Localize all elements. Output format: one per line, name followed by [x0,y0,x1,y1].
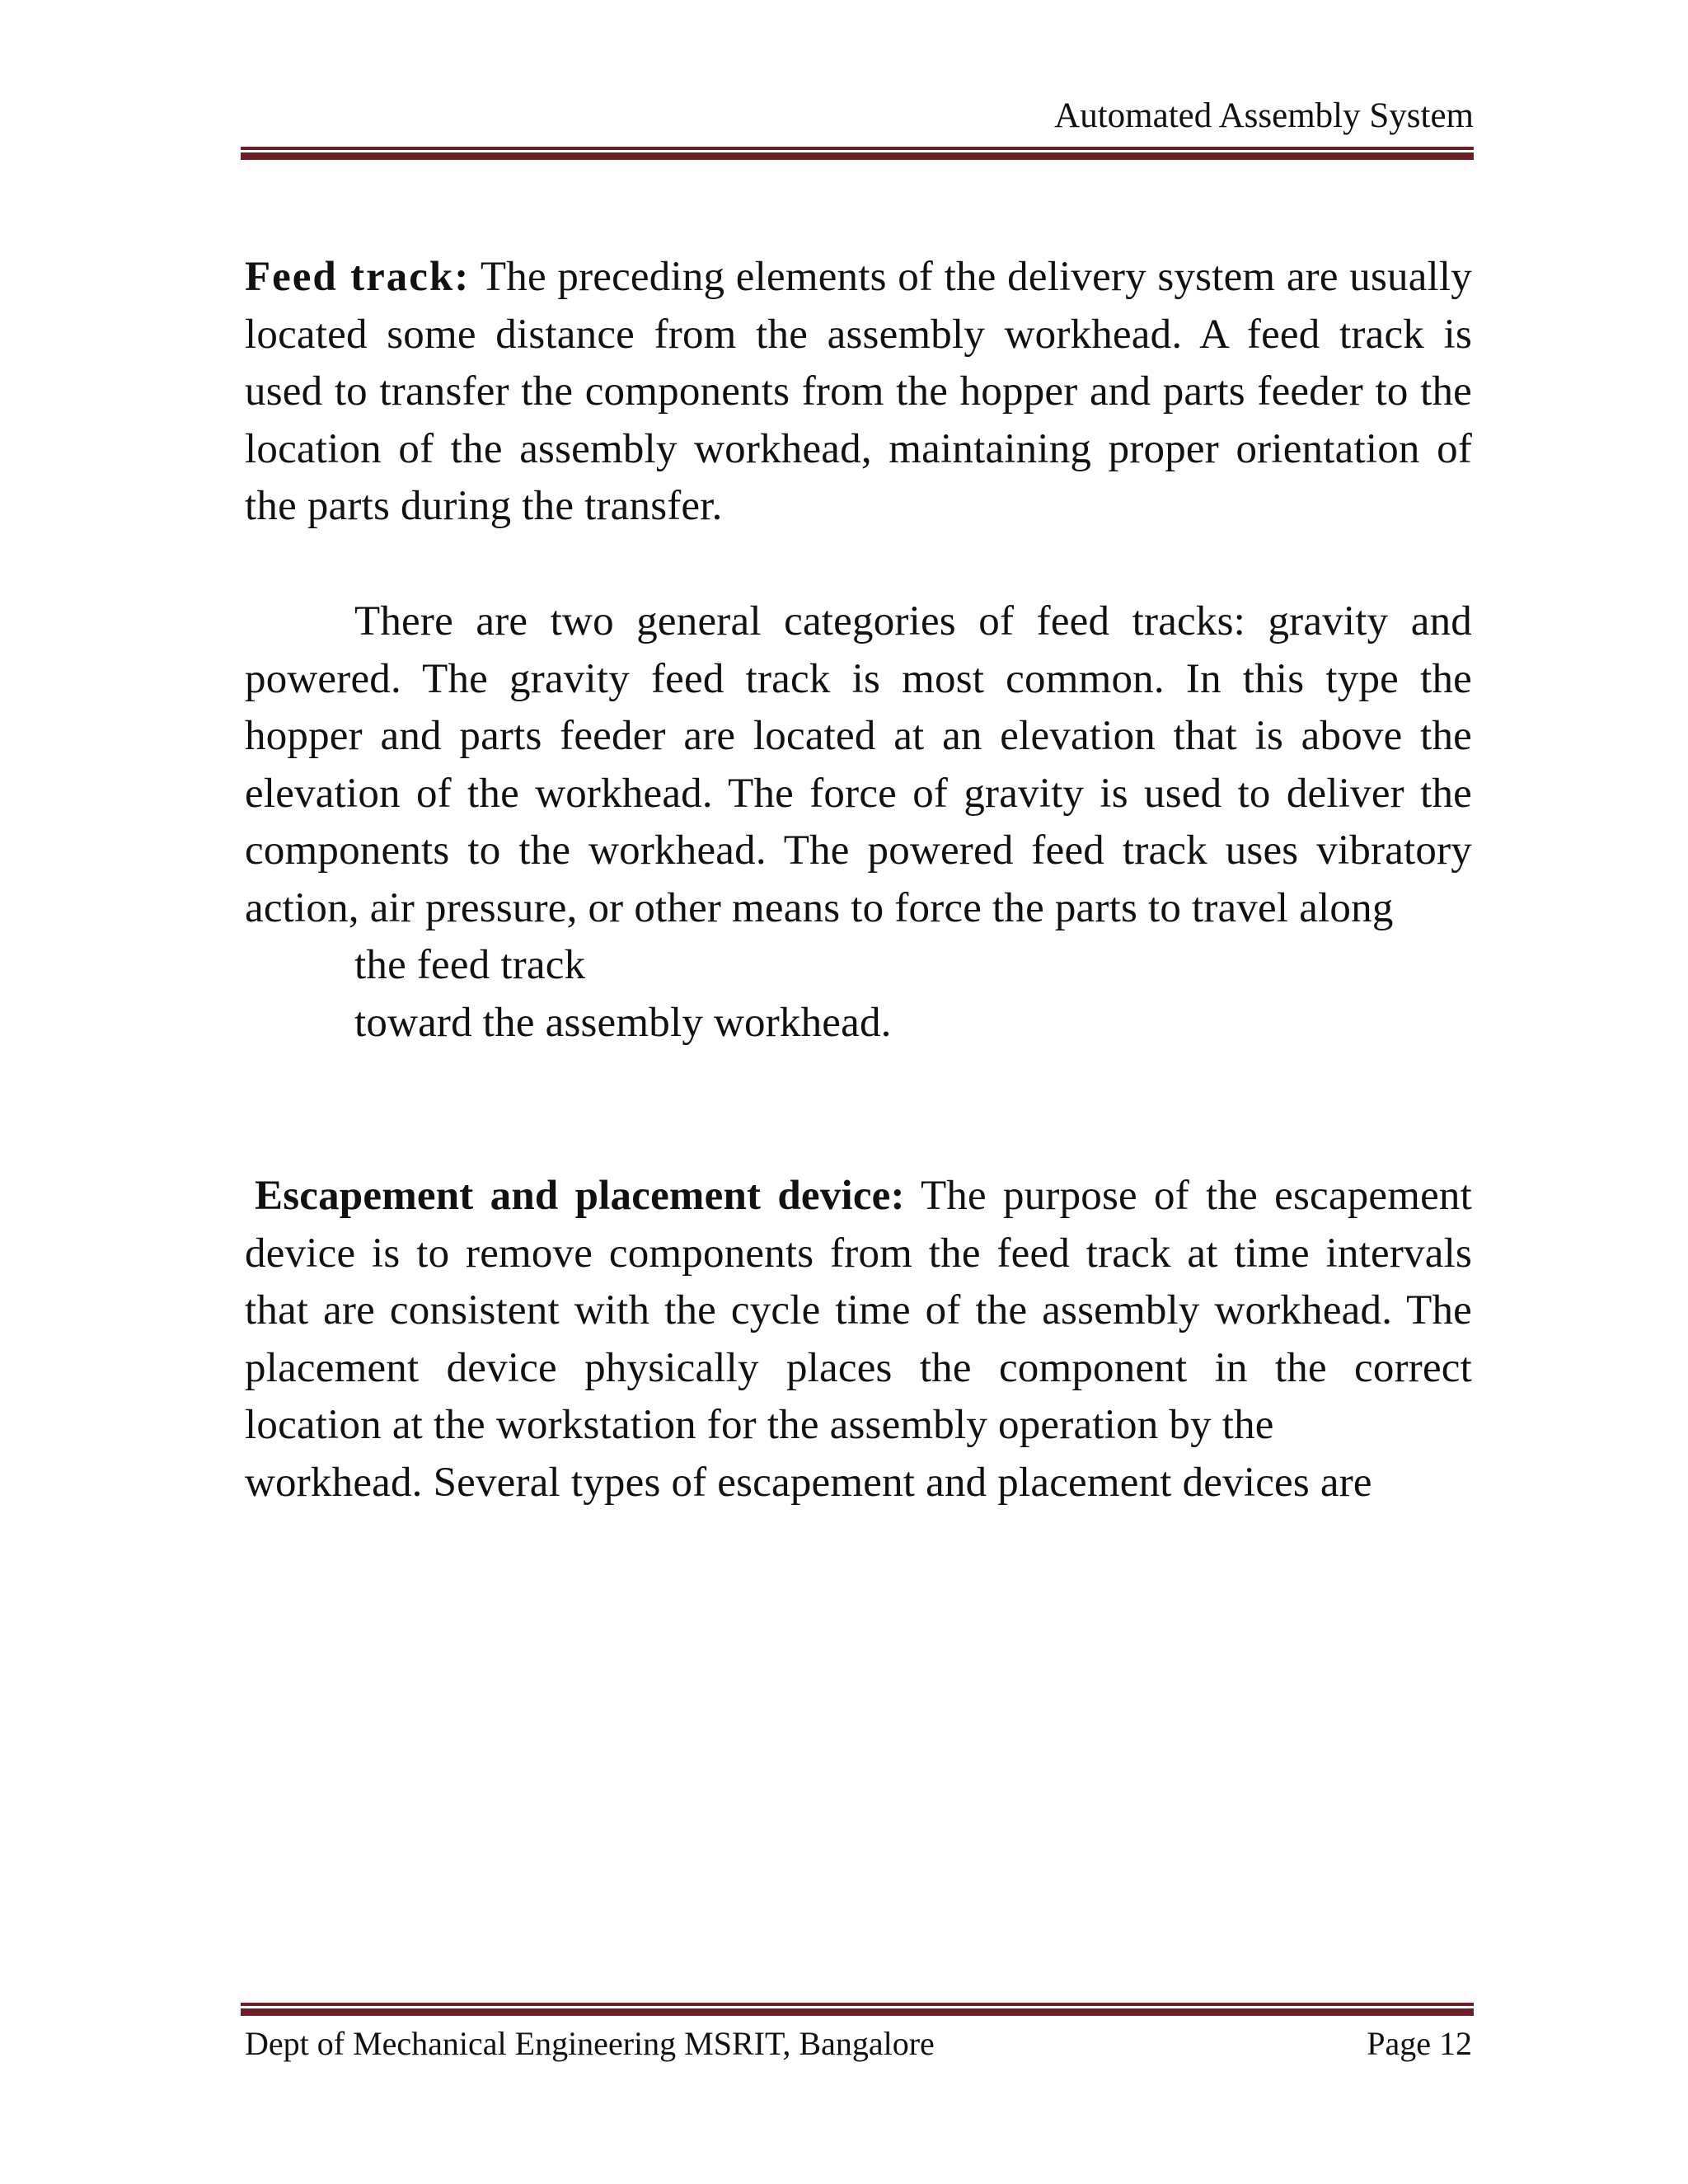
page-footer [245,2023,1472,2064]
footer-rule [241,2003,1474,2016]
header-rule [241,147,1474,160]
paragraph-feed-track [245,249,1472,536]
feed-track-heading: Feed track: [245,254,471,300]
footer-department: Dept of Mechanical Engineering MSRIT, Bangalore [245,2025,935,2062]
feed-track-text: The preceding elements of the delivery system are usually located some distance from the assembly workhead. A feed track is used to transfer the components from the hopper and parts feeder to the location of the assembly workhead, maintaining proper orientation of the parts during the transfer. [245,254,1472,529]
paragraph-feed-track-categories [245,593,1472,1052]
categories-line-3: toward the assembly workhead. [354,999,892,1046]
escapement-last-line: workhead. Several types of escapement and placement devices are [245,1459,1372,1506]
categories-line-2: the feed track [354,942,586,988]
categories-text: There are two general categories of feed tracks: gravity and powered. The gravity feed track is most common. In this type the hopper and parts feeder are located at an elevation that is above the elevation of the workhead. The force of gravity is used to deliver the components to the workhead. The powered feed track uses vibratory action, air pressure, or other means to force the parts to travel along [245,598,1472,931]
paragraph-escapement [245,1168,1472,1511]
escapement-text: The purpose of the escapement device is to remove components from the feed track at time intervals that are consistent with the cycle time of the assembly workhead. The placement device physically places the component in the correct location at the workstation for the assembly operation by the [245,1173,1473,1448]
page-number: Page 12 [1367,2025,1472,2062]
escapement-heading: Escapement and placement device: [255,1173,905,1219]
running-header: Automated Assembly System [1054,96,1474,135]
